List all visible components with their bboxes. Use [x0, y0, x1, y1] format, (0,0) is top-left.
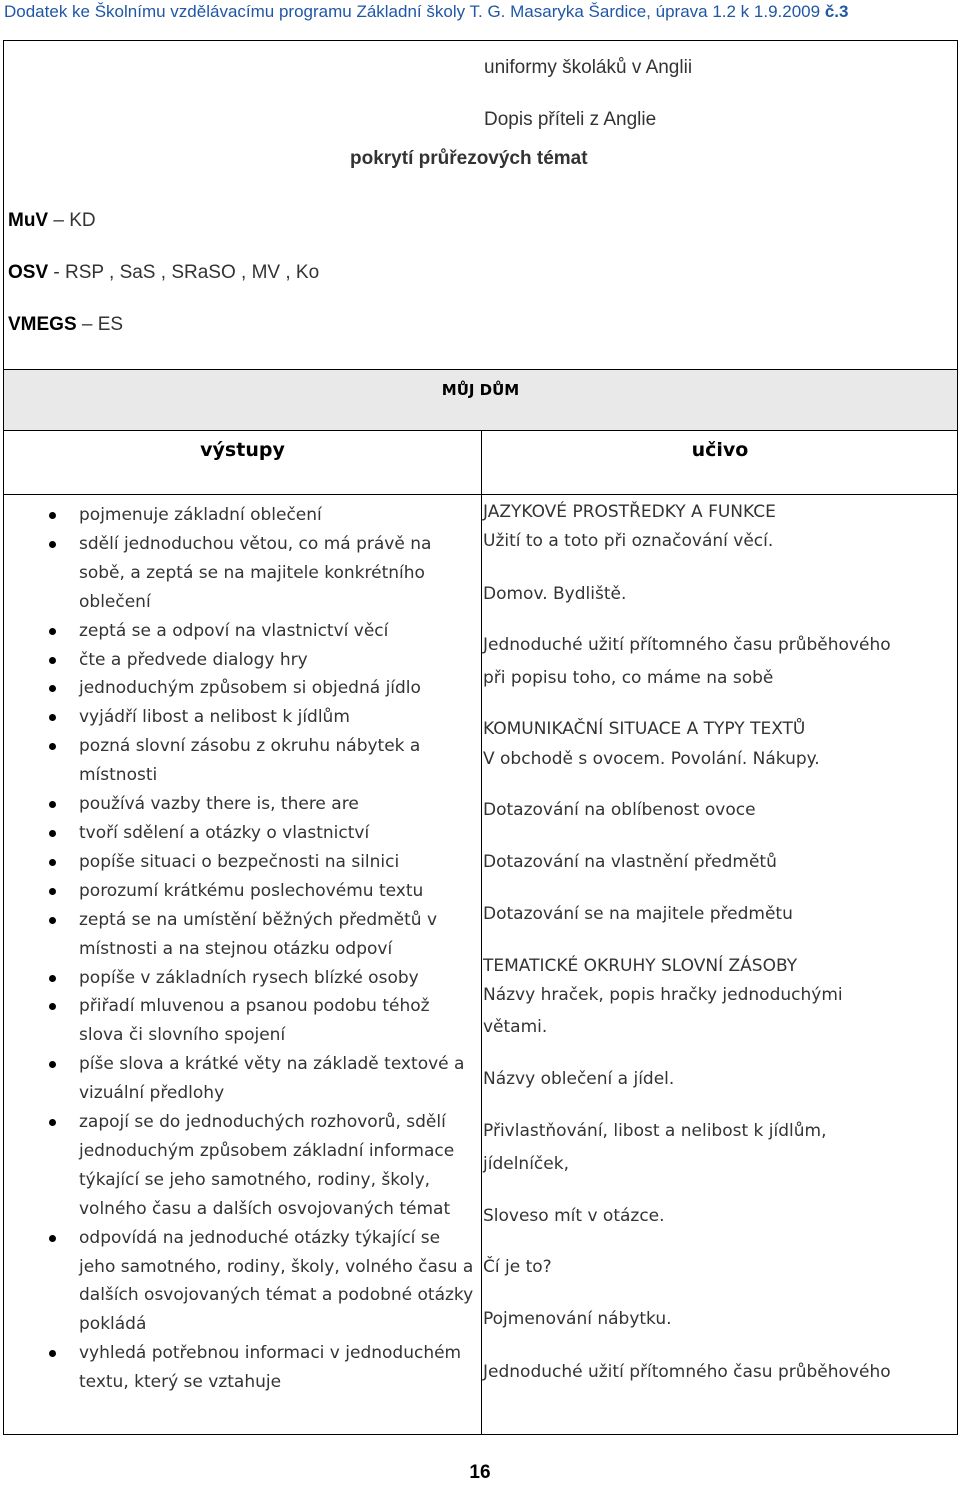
- output-item: píše slova a krátké věty na základě textové a vizuální předlohy: [79, 1050, 479, 1108]
- output-item: popíše situaci o bezpečnosti na silnici: [79, 848, 479, 877]
- column-header-curriculum: učivo: [691, 439, 749, 461]
- curriculum-heading-vocabulary: TEMATICKÉ OKRUHY SLOVNÍ ZÁSOBY: [483, 956, 798, 976]
- topic-letter: Dopis příteli z Anglie: [484, 109, 657, 130]
- outputs-list: [79, 501, 479, 1397]
- output-item: používá vazby there is, there are: [79, 790, 479, 819]
- cross-curricular-box: [3, 40, 958, 370]
- curriculum-item: Dotazování se na majitele předmětu: [483, 904, 793, 924]
- output-item: čte a předvede dialogy hry: [79, 646, 479, 675]
- output-item: pojmenuje základní oblečení: [79, 501, 479, 530]
- curriculum-item: Přivlastňování, libost a nelibost k jídlům,: [483, 1121, 827, 1141]
- curriculum-item: Dotazování na vlastnění předmětů: [483, 852, 777, 872]
- curriculum-item: Pojmenování nábytku.: [483, 1309, 672, 1329]
- header-number: č.3: [824, 2, 849, 21]
- output-item: přiřadí mluvenou a psanou podobu téhož slova či slovního spojení: [79, 992, 479, 1050]
- output-item: vyhledá potřebnou informaci v jednoduchém textu, který se vztahuje: [79, 1339, 479, 1397]
- section-title: MŮJ DŮM: [441, 381, 520, 399]
- curriculum-item: Jednoduché užití přítomného času průběhového: [483, 1362, 891, 1382]
- curriculum-item: Čí je to?: [483, 1257, 552, 1277]
- output-item: popíše v základních rysech blízké osoby: [79, 964, 479, 993]
- curriculum-heading-language: JAZYKOVÉ PROSTŘEDKY A FUNKCE: [483, 502, 776, 522]
- header-text: Dodatek ke Školnímu vzdělávacímu programu Základní školy T. G. Masaryka Šardice, úprava 1.2 k 1.9.2009: [4, 2, 821, 21]
- curriculum-item: Názvy oblečení a jídel.: [483, 1069, 675, 1089]
- output-item: zeptá se na umístění běžných předmětů v místnosti a na stejnou otázku odpoví: [79, 906, 479, 964]
- output-item: tvoří sdělení a otázky o vlastnictví: [79, 819, 479, 848]
- output-item: porozumí krátkému poslechovému textu: [79, 877, 479, 906]
- curriculum-heading-communication: KOMUNIKAČNÍ SITUACE A TYPY TEXTŮ: [483, 719, 806, 739]
- output-item: sdělí jednoduchou větou, co má právě na sobě, a zeptá se na majitele konkrétního oblečení: [79, 530, 479, 617]
- curriculum-item: Názvy hraček, popis hračky jednoduchými: [483, 985, 843, 1005]
- curriculum-item: při popisu toho, co máme na sobě: [483, 668, 774, 688]
- document-header: [4, 2, 848, 22]
- page-number: 16: [469, 1462, 491, 1483]
- curriculum-item: větami.: [483, 1017, 548, 1037]
- output-item: zeptá se a odpoví na vlastnictví věcí: [79, 617, 479, 646]
- curriculum-item: jídelníček,: [483, 1154, 569, 1174]
- curriculum-item: Sloveso mít v otázce.: [483, 1206, 665, 1226]
- output-item: zapojí se do jednoduchých rozhovorů, sdělí jednoduchým způsobem základní informace týkající se jeho samotného, rodiny, školy, volného času a dalších osvojovaných témat: [79, 1108, 479, 1224]
- output-item: pozná slovní zásobu z okruhu nábytek a místnosti: [79, 732, 479, 790]
- output-item: odpovídá na jednoduché otázky týkající se jeho samotného, rodiny, školy, volného času a dalších osvojovaných témat a podobné otázky pokládá: [79, 1224, 479, 1340]
- column-divider: [481, 431, 482, 1434]
- column-header-outputs: výstupy: [200, 439, 285, 461]
- cross-curricular-heading: pokrytí průřezových témat: [350, 148, 588, 169]
- osv-line: OSV - RSP , SaS , SRaSO , MV , Ko: [8, 262, 320, 283]
- curriculum-item: Domov. Bydliště.: [483, 584, 627, 604]
- curriculum-item: V obchodě s ovocem. Povolání. Nákupy.: [483, 749, 820, 769]
- curriculum-item: Jednoduché užití přítomného času průběhového: [483, 635, 891, 655]
- output-item: vyjádří libost a nelibost k jídlům: [79, 703, 479, 732]
- curriculum-item: Dotazování na oblíbenost ovoce: [483, 800, 756, 820]
- output-item: jednoduchým způsobem si objedná jídlo: [79, 674, 479, 703]
- topic-uniforms: uniformy školáků v Anglii: [484, 57, 693, 78]
- muv-line: MuV – KD: [8, 210, 96, 231]
- curriculum-item: Užití to a toto při označování věcí.: [483, 531, 774, 551]
- vmegs-line: VMEGS – ES: [8, 314, 124, 335]
- section-title-bar: [3, 369, 958, 431]
